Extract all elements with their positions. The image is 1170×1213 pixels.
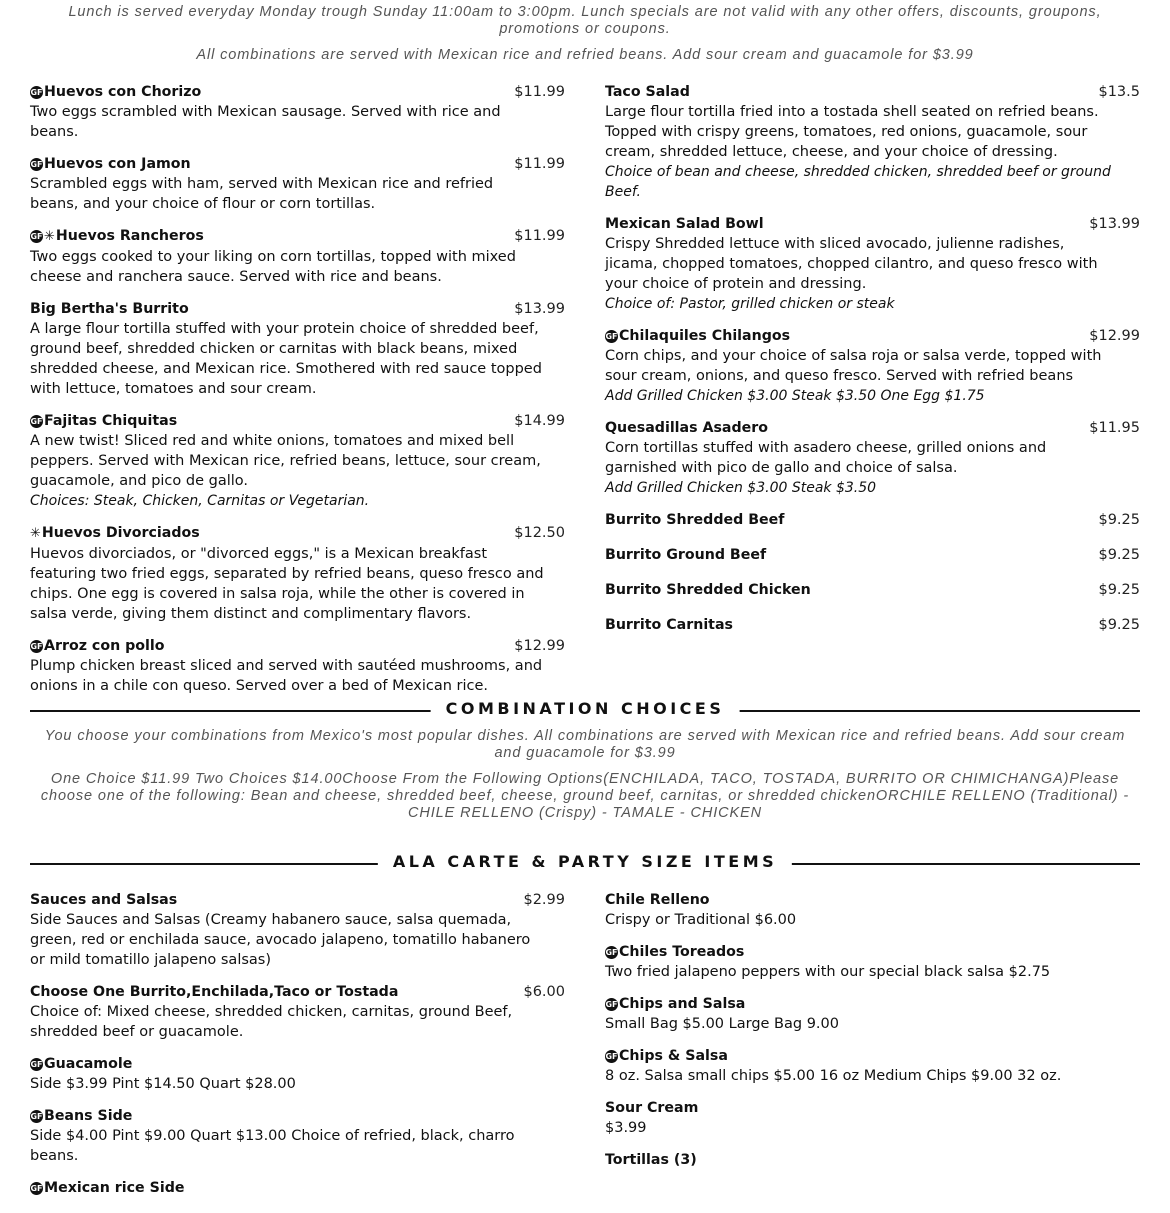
menu-item-header [605, 580, 1140, 600]
alacarte-header [30, 852, 1140, 876]
menu-item-name: Burrito Shredded Chicken [605, 582, 811, 598]
menu-item-title [30, 82, 201, 102]
menu-item-header [605, 545, 1140, 565]
menu-item-description: A new twist! Sliced red and white onions, tomatoes and mixed bell peppers. Served with Mexican rice, refried beans, lettuce, sour cream, guacamole, and pico de gallo. [30, 433, 541, 489]
menu-item-header [30, 1178, 565, 1198]
menu-item-description: $3.99 [605, 1120, 647, 1136]
menu-item-name: Fajitas Chiquitas [44, 413, 178, 429]
menu-item [30, 226, 565, 287]
menu-item-name: Burrito Shredded Beef [605, 512, 785, 528]
alacarte-left-column [30, 890, 565, 1213]
menu-item-price: $13.99 [1089, 216, 1140, 232]
menu-item-name: Burrito Ground Beef [605, 547, 767, 563]
menu-item-price: $9.25 [1098, 617, 1140, 633]
menu-item-choices: Choices: Steak, Chicken, Carnitas or Vegetarian. [30, 493, 370, 509]
menu-item-price: $11.99 [514, 84, 565, 100]
gluten-free-icon: GF [605, 1052, 618, 1061]
menu-item-title [605, 214, 764, 234]
menu-item-name: Beans Side [44, 1108, 133, 1124]
menu-item-title [605, 1150, 697, 1170]
menu-item-header [30, 982, 565, 1002]
menu-item [605, 545, 1140, 565]
menu-item-header [30, 636, 565, 656]
menu-item-header [30, 82, 565, 102]
menu-item-header [30, 1106, 565, 1126]
menu-item-description: Two fried jalapeno peppers with our special black salsa $2.75 [605, 964, 1051, 980]
menu-item-description: Huevos divorciados, or "divorced eggs," is a Mexican breakfast featuring two fried eggs, separated by refried beans, queso fresco and chips. One egg is covered in salsa roja, while the other is covered in salsa verde, giving them distinct and complimentary flavors. [30, 546, 544, 622]
menu-item-title [605, 1098, 698, 1118]
menu-item [30, 1106, 565, 1166]
alacarte-right-column [605, 890, 1140, 1213]
menu-item-price: $6.00 [523, 984, 565, 1000]
combination-note: You choose your combinations from Mexico's most popular dishes. All combinations are served with Mexican rice and refried beans. Add sour cream and guacamole for $3.99 [44, 728, 1126, 761]
menu-item [30, 1054, 565, 1094]
menu-item [605, 1046, 1140, 1086]
menu-item [605, 418, 1140, 498]
menu-item-price: $9.25 [1098, 512, 1140, 528]
lunch-hours-note: Lunch is served everyday Monday trough Sunday 11:00am to 3:00pm. Lunch specials are not valid with any other offers, discounts, groupons, promotions or coupons. [68, 4, 1102, 37]
menu-item-description: A large flour tortilla stuffed with your protein choice of shredded beef, ground beef, shredded chicken or carnitas with black beans, mixed shredded cheese, and Mexican rice. Smothered with red sauce topped with lettuce, tomatoes and sour cream. [30, 321, 542, 397]
menu-item [605, 510, 1140, 530]
menu-item [605, 580, 1140, 600]
menu-item-title [605, 580, 811, 600]
menu-item-header [30, 523, 565, 544]
menu-item-name: Chips & Salsa [619, 1048, 728, 1064]
menu-item-header [605, 890, 1140, 910]
menu-item-name: Huevos Rancheros [55, 228, 204, 244]
menu-item [30, 411, 565, 511]
menu-item-description: Plump chicken breast sliced and served with sautéed mushrooms, and onions in a chile con queso. Served over a bed of Mexican rice. [30, 658, 543, 694]
snowflake-icon: ✳ [44, 229, 55, 244]
menu-item [30, 636, 565, 696]
menu-item-header [605, 1098, 1140, 1118]
section-title: COMBINATION CHOICES [431, 699, 740, 718]
menu-item-title [30, 523, 200, 544]
menu-item-header [605, 82, 1140, 102]
menu-item-description: Corn chips, and your choice of salsa roja or salsa verde, topped with sour cream, onions, and queso fresco. Served with refried beans [605, 348, 1102, 384]
menu-item-name: Big Bertha's Burrito [30, 301, 189, 317]
menu-item [30, 154, 565, 214]
menu-item [30, 982, 565, 1042]
menu-item-name: Tortillas (3) [605, 1152, 697, 1168]
menu-item-header [30, 411, 565, 431]
menu-item-price: $13.99 [514, 301, 565, 317]
menu-item-title [605, 510, 784, 530]
menu-item [30, 82, 565, 142]
menu-item-title [30, 890, 177, 910]
alacarte-menu [30, 890, 1140, 1213]
menu-item-title [605, 942, 744, 962]
menu-item-price: $9.25 [1098, 547, 1140, 563]
menu-item-price: $9.25 [1098, 582, 1140, 598]
menu-item [605, 942, 1140, 982]
menu-item-choices: Choice of bean and cheese, shredded chicken, shredded beef or ground Beef. [605, 164, 1111, 200]
menu-item-description: Crispy Shredded lettuce with sliced avocado, julienne radishes, jicama, chopped tomatoes, chopped cilantro, and queso fresco with your choice of protein and dressing. [605, 236, 1098, 292]
menu-item-header [605, 615, 1140, 635]
menu-item-choices: Add Grilled Chicken $3.00 Steak $3.50 One Egg $1.75 [605, 388, 985, 404]
menu-item-description: Choice of: Mixed cheese, shredded chicken, carnitas, ground Beef, shredded beef or guacamole. [30, 1004, 513, 1040]
menu-item-description: Two eggs scrambled with Mexican sausage. Served with rice and beans. [30, 104, 501, 140]
gluten-free-icon: GF [30, 1112, 43, 1121]
gluten-free-icon: GF [30, 1184, 43, 1193]
menu-item-header [605, 1046, 1140, 1066]
menu-item [30, 523, 565, 624]
lunch-right-column [605, 82, 1140, 708]
menu-item-price: $2.99 [523, 892, 565, 908]
menu-item-description: 8 oz. Salsa small chips $5.00 16 oz Medium Chips $9.00 32 oz. [605, 1068, 1062, 1084]
menu-item-name: Taco Salad [605, 84, 690, 100]
menu-item-name: Guacamole [44, 1056, 133, 1072]
menu-item-title [605, 326, 790, 346]
menu-item-header [30, 154, 565, 174]
combination-options: One Choice $11.99 Two Choices $14.00Choose From the Following Options(ENCHILADA, TACO, TOSTADA, BURRITO OR CHIMICHANGA)Please choose one of the following: Bean and cheese, shredded beef, cheese, ground beef, carnitas, or shredded chickenORCHILE RELLENO (Traditional) - CHILE RELLENO (Crispy) - TAMALE - CHICKEN [40, 771, 1130, 821]
menu-item-name: Sour Cream [605, 1100, 699, 1116]
menu-item-choices: Add Grilled Chicken $3.00 Steak $3.50 [605, 480, 877, 496]
menu-item-name: Chiles Toreados [619, 944, 745, 960]
section-title: ALA CARTE & PARTY SIZE ITEMS [378, 852, 792, 871]
menu-item-header [605, 510, 1140, 530]
menu-item [605, 994, 1140, 1034]
lunch-menu [30, 82, 1140, 708]
lunch-left-column [30, 82, 565, 708]
gluten-free-icon: GF [605, 1000, 618, 1009]
menu-item-choices: Choice of: Pastor, grilled chicken or steak [605, 296, 895, 312]
menu-item-price: $12.99 [1089, 328, 1140, 344]
menu-item-price: $12.50 [514, 525, 565, 541]
menu-item [605, 890, 1140, 930]
menu-item-price: $12.99 [514, 638, 565, 654]
menu-item-header [605, 1150, 1140, 1170]
menu-item [605, 326, 1140, 406]
snowflake-icon: ✳ [30, 526, 41, 541]
menu-item-price: $11.99 [514, 228, 565, 244]
menu-item-title [605, 890, 710, 910]
gluten-free-icon: GF [30, 232, 43, 241]
menu-item-name: Quesadillas Asadero [605, 420, 769, 436]
menu-item-name: Huevos con Chorizo [44, 84, 202, 100]
menu-item-title [605, 545, 766, 565]
menu-item-header [605, 994, 1140, 1014]
menu-item-description: Two eggs cooked to your liking on corn tortillas, topped with mixed cheese and ranchera sauce. Served with rice and beans. [30, 249, 516, 285]
menu-item-title [30, 226, 204, 247]
menu-item-description: Crispy or Traditional $6.00 [605, 912, 797, 928]
combination-header [30, 699, 1140, 723]
menu-item-price: $11.99 [514, 156, 565, 172]
menu-item-title [30, 982, 398, 1002]
menu-item-title [605, 418, 768, 438]
gluten-free-icon: GF [30, 642, 43, 651]
menu-item [605, 82, 1140, 202]
menu-item-header [605, 942, 1140, 962]
menu-item-title [30, 1054, 132, 1074]
menu-item-title [30, 299, 189, 319]
menu-item-name: Mexican Salad Bowl [605, 216, 764, 232]
menu-item-price: $11.95 [1089, 420, 1140, 436]
menu-item-price: $13.5 [1098, 84, 1140, 100]
menu-item-title [605, 615, 733, 635]
menu-item-name: Huevos con Jamon [44, 156, 191, 172]
menu-item-title [605, 1046, 728, 1066]
menu-item [605, 615, 1140, 635]
menu-item-name: Chips and Salsa [619, 996, 746, 1012]
menu-item-name: Choose One Burrito,Enchilada,Taco or Tostada [30, 984, 399, 1000]
gluten-free-icon: GF [30, 88, 43, 97]
menu-item [605, 1150, 1140, 1170]
menu-item-name: Arroz con pollo [44, 638, 165, 654]
menu-item [605, 214, 1140, 314]
menu-item-name: Mexican rice Side [44, 1180, 185, 1196]
combo-sides-note: All combinations are served with Mexican rice and refried beans. Add sour cream and guacamole for $3.99 [196, 47, 974, 63]
menu-item-title [30, 154, 191, 174]
menu-item-title [30, 1178, 184, 1198]
menu-item-title [30, 411, 177, 431]
menu-item [30, 890, 565, 970]
menu-item-description: Scrambled eggs with ham, served with Mexican rice and refried beans, and your choice of flour or corn tortillas. [30, 176, 494, 212]
menu-item-price: $14.99 [514, 413, 565, 429]
menu-item-title [605, 994, 745, 1014]
menu-item-name: Huevos Divorciados [41, 525, 200, 541]
gluten-free-icon: GF [30, 417, 43, 426]
menu-item-name: Burrito Carnitas [605, 617, 733, 633]
menu-item-name: Chilaquiles Chilangos [619, 328, 791, 344]
menu-item-header [605, 214, 1140, 234]
menu-item-description: Large flour tortilla fried into a tostada shell seated on refried beans. Topped with crispy greens, tomatoes, red onions, guacamole, sour cream, shredded lettuce, cheese, and your choice of dressing. [605, 104, 1099, 160]
menu-item-name: Chile Relleno [605, 892, 710, 908]
menu-item-description: Side $4.00 Pint $9.00 Quart $13.00 Choice of refried, black, charro beans. [30, 1128, 515, 1164]
menu-item-description: Corn tortillas stuffed with asadero cheese, grilled onions and garnished with pico de gallo and choice of salsa. [605, 440, 1047, 476]
menu-item-header [30, 226, 565, 247]
menu-item-header [30, 890, 565, 910]
menu-item-title [30, 1106, 132, 1126]
menu-item-name: Sauces and Salsas [30, 892, 178, 908]
menu-item-header [605, 418, 1140, 438]
gluten-free-icon: GF [30, 160, 43, 169]
menu-item-header [30, 1054, 565, 1074]
menu-item-header [30, 299, 565, 319]
menu-item [30, 299, 565, 399]
gluten-free-icon: GF [605, 332, 618, 341]
menu-item-description: Side $3.99 Pint $14.50 Quart $28.00 [30, 1076, 296, 1092]
menu-item-description: Small Bag $5.00 Large Bag 9.00 [605, 1016, 839, 1032]
menu-item-title [605, 82, 690, 102]
menu-item [605, 1098, 1140, 1138]
menu-item-description: Side Sauces and Salsas (Creamy habanero sauce, salsa quemada, green, red or enchilada sauce, avocado jalapeno, tomatillo habanero or mild tomatillo jalapeno salsas) [30, 912, 531, 968]
gluten-free-icon: GF [605, 948, 618, 957]
menu-item-title [30, 636, 165, 656]
menu-item-header [605, 326, 1140, 346]
gluten-free-icon: GF [30, 1060, 43, 1069]
menu-item [30, 1178, 565, 1198]
